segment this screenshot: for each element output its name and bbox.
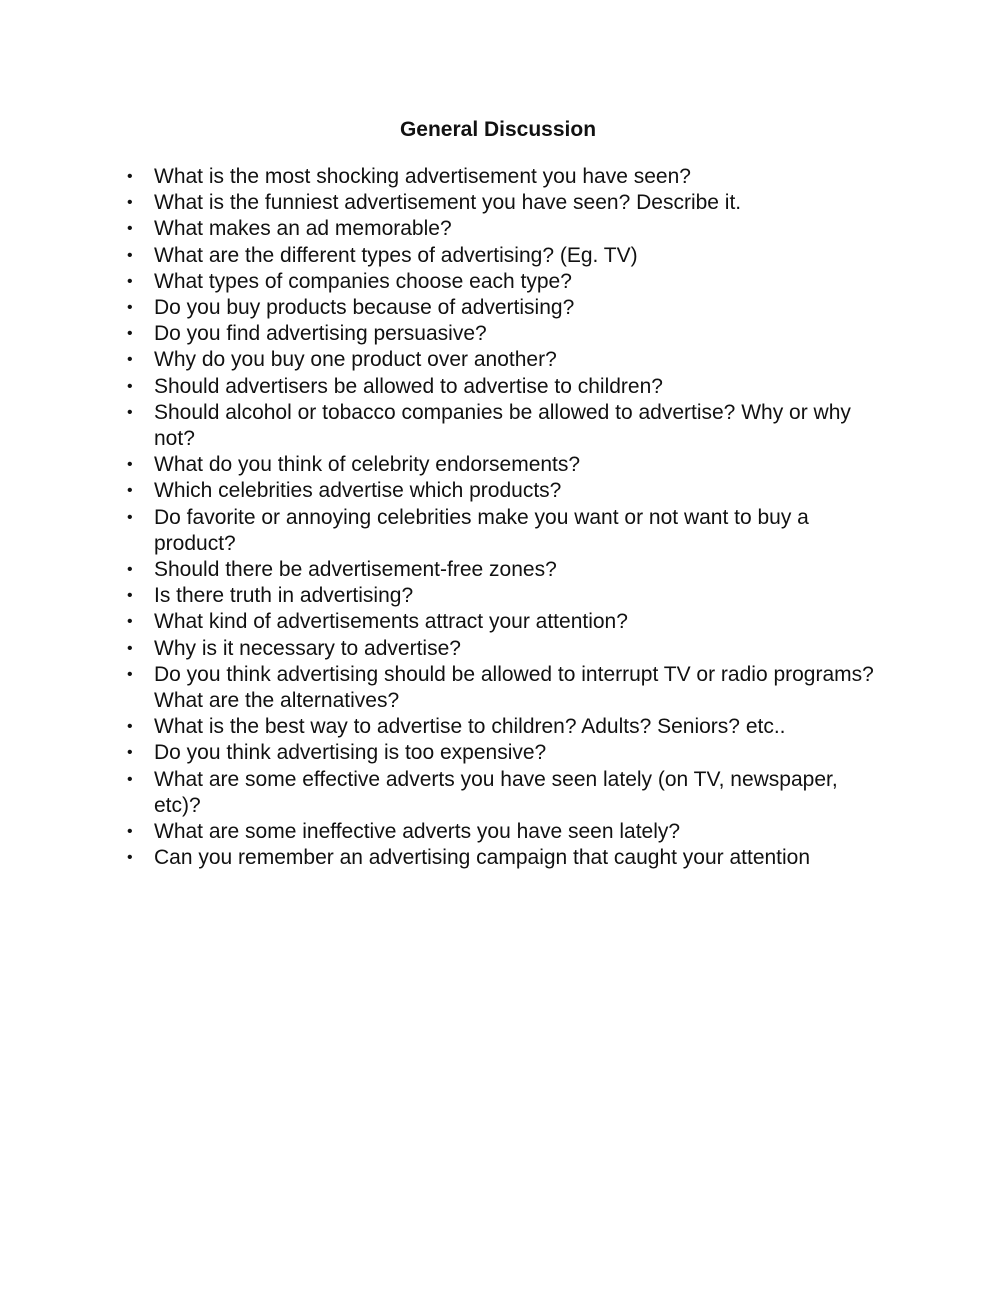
question-list: [127, 164, 887, 871]
list-item: [127, 164, 887, 190]
question-text: What are the different types of advertising? (Eg. TV): [154, 243, 638, 267]
bullet-icon: •: [127, 639, 133, 657]
list-item: [127, 374, 887, 400]
list-item: [127, 400, 887, 452]
bullet-icon: •: [127, 561, 133, 579]
bullet-icon: •: [127, 770, 133, 788]
page-title: General Discussion: [399, 118, 597, 141]
bullet-icon: •: [127, 168, 133, 185]
question-text: Should advertisers be allowed to advertise to children?: [154, 374, 663, 398]
question-text: Do you think advertising is too expensive?: [154, 741, 547, 765]
list-item: [127, 767, 887, 819]
question-text: Do you buy products because of advertising?: [154, 296, 575, 320]
list-item: [127, 583, 887, 609]
list-item: [127, 740, 887, 766]
question-text: What are some ineffective adverts you have seen lately?: [154, 820, 681, 844]
list-item: [127, 505, 887, 557]
question-text: Should there be advertisement-free zones?: [154, 558, 557, 582]
bullet-icon: •: [127, 377, 133, 395]
question-text: What are some effective adverts you have seen lately (on TV, newspaper, etc)?: [154, 767, 838, 817]
question-text: What makes an ad memorable?: [154, 217, 452, 241]
bullet-icon: •: [127, 220, 133, 238]
bullet-icon: •: [127, 849, 133, 867]
bullet-icon: •: [127, 299, 133, 317]
bullet-icon: •: [127, 403, 133, 421]
question-text: Why do you buy one product over another?: [154, 348, 557, 372]
list-item: [127, 714, 887, 740]
question-text: Which celebrities advertise which products?: [154, 479, 562, 503]
list-item: [127, 190, 887, 216]
question-text: Should alcohol or tobacco companies be allowed to advertise? Why or why not?: [154, 400, 851, 451]
bullet-icon: •: [127, 587, 133, 605]
list-item: [127, 478, 887, 504]
list-item: [127, 216, 887, 242]
bullet-icon: •: [127, 456, 133, 474]
bullet-icon: •: [127, 744, 133, 762]
question-text: Do you find advertising persuasive?: [154, 322, 487, 346]
list-item: [127, 819, 887, 845]
list-item: [127, 269, 887, 295]
bullet-icon: •: [127, 194, 133, 212]
question-text: Do favorite or annoying celebrities make you want or not want to buy a product?: [154, 505, 809, 555]
question-text: Do you think advertising should be allowed to interrupt TV or radio programs? What are the alternatives?: [154, 662, 874, 713]
question-text: Can you remember an advertising campaign that caught your attention: [154, 846, 811, 870]
question-text: What is the funniest advertisement you have seen? Describe it.: [154, 191, 742, 215]
question-text: What types of companies choose each type?: [154, 269, 572, 293]
list-item: [127, 636, 887, 662]
question-text: What kind of advertisements attract your attention?: [154, 610, 628, 634]
list-item: [127, 452, 887, 478]
bullet-icon: •: [127, 246, 133, 264]
bullet-icon: •: [127, 508, 133, 526]
list-item: [127, 321, 887, 347]
bullet-icon: •: [127, 325, 133, 343]
list-item: [127, 845, 887, 871]
bullet-icon: •: [127, 482, 133, 500]
bullet-icon: •: [127, 718, 133, 736]
question-text: What is the most shocking advertisement you have seen?: [154, 165, 691, 188]
list-item: [127, 243, 887, 269]
question-text: What do you think of celebrity endorsements?: [154, 453, 581, 477]
list-item: [127, 347, 887, 373]
list-item: [127, 662, 887, 714]
question-text: Is there truth in advertising?: [154, 584, 414, 608]
bullet-icon: •: [127, 823, 133, 841]
bullet-icon: •: [127, 613, 133, 631]
bullet-icon: •: [127, 665, 133, 683]
bullet-icon: •: [127, 272, 133, 290]
list-item: [127, 609, 887, 635]
bullet-icon: •: [127, 351, 133, 369]
list-item: [127, 295, 887, 321]
question-text: Why is it necessary to advertise?: [154, 636, 461, 660]
list-item: [127, 557, 887, 583]
question-text: What is the best way to advertise to children? Adults? Seniors? etc..: [154, 715, 786, 739]
